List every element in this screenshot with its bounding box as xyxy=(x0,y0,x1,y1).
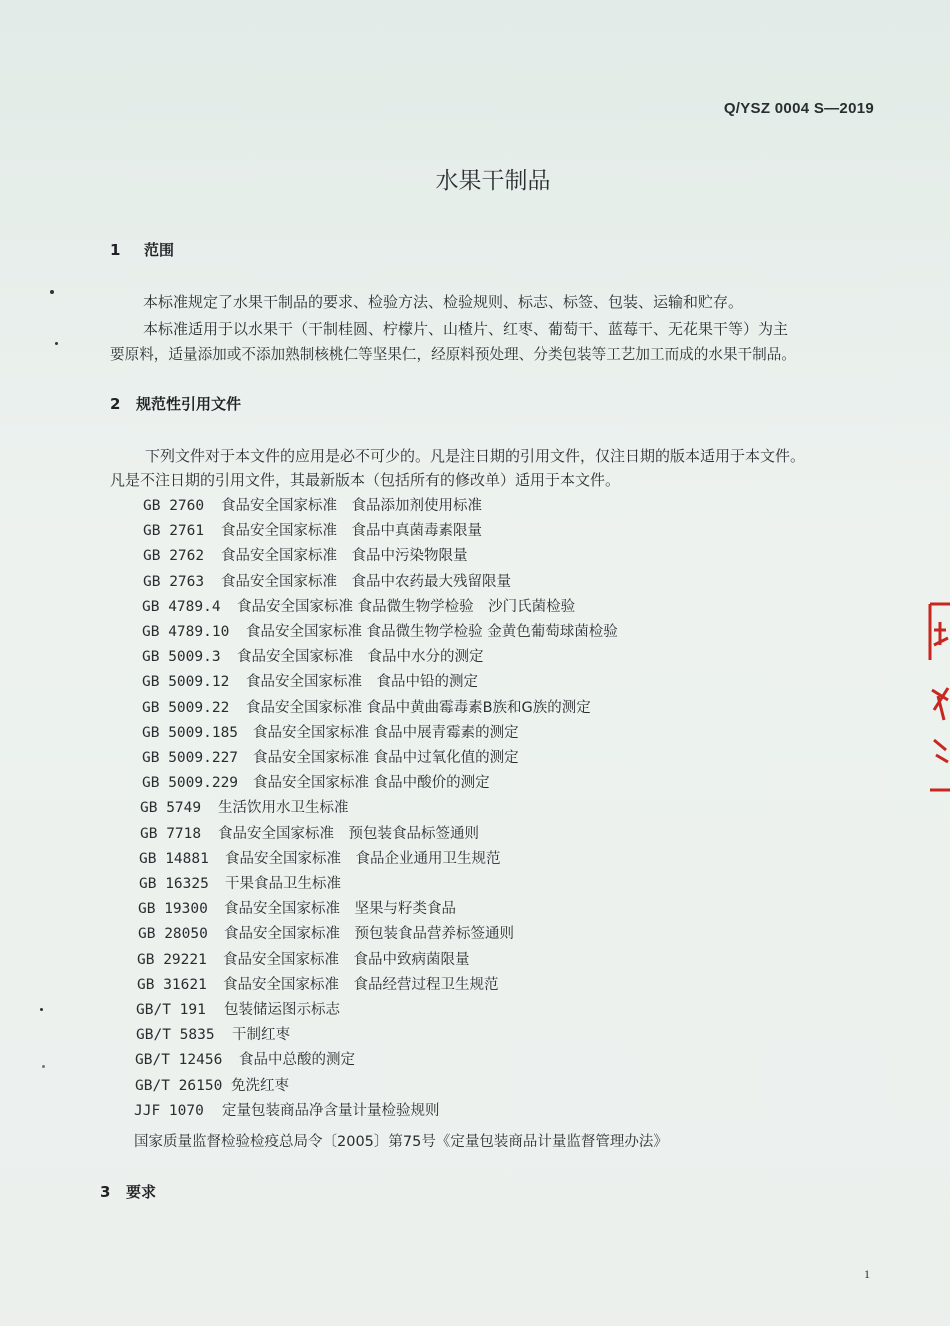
reference-title: 免洗红枣 xyxy=(231,1077,289,1094)
section-number: 1 xyxy=(110,241,121,259)
reference-item xyxy=(139,847,501,868)
reference-title: 食品安全国家标准 食品中过氧化值的测定 xyxy=(253,750,519,766)
reference-title: 食品安全国家标准 食品中黄曲霉毒素B族和G族的测定 xyxy=(246,699,591,716)
reference-code: GB 5009.3 xyxy=(142,649,221,666)
reference-item xyxy=(143,544,468,565)
reference-item xyxy=(138,922,514,943)
reference-item xyxy=(142,670,478,691)
reference-item xyxy=(142,771,490,792)
reference-item xyxy=(136,1023,290,1044)
reference-item xyxy=(143,494,482,515)
scope-paragraph-2-line-1: 本标准适用于以水果干（干制桂圆、柠檬片、山楂片、红枣、葡萄干、蓝莓干、无花果干等）为主 xyxy=(143,320,789,338)
reference-item xyxy=(142,721,519,742)
reference-title: 食品安全国家标准 预包装食品标签通则 xyxy=(218,825,479,842)
reference-code: GB 2763 xyxy=(143,573,205,590)
reference-title: 食品安全国家标准 预包装食品营养标签通则 xyxy=(224,926,514,943)
reference-item xyxy=(140,822,479,843)
section-title: 范围 xyxy=(144,241,175,259)
reference-item xyxy=(142,645,484,666)
references-intro-line-2: 凡是不注日期的引用文件，其最新版本（包括所有的修改单）适用于本文件。 xyxy=(110,471,621,489)
reference-title: 干制红枣 xyxy=(232,1027,290,1044)
reference-title: 干果食品卫生标准 xyxy=(225,876,341,892)
reference-code: GB 16325 xyxy=(139,876,209,892)
reference-code: GB 5009.185 xyxy=(142,724,239,741)
section-heading-references xyxy=(110,393,241,414)
reference-title: 食品安全国家标准 食品微生物学检验 沙门氏菌检验 xyxy=(237,598,576,615)
reference-item xyxy=(139,872,341,893)
scan-speck xyxy=(40,1008,43,1011)
reference-item xyxy=(143,570,511,591)
reference-item xyxy=(143,519,482,540)
scope-paragraph-1: 本标准规定了水果干制品的要求、检验方法、检验规则、标志、标签、包装、运输和贮存。 xyxy=(143,293,744,311)
reference-code: GB/T 12456 xyxy=(135,1052,223,1069)
reference-code: GB 5749 xyxy=(140,800,202,817)
scope-paragraph-2-line-2: 要原料，适量添加或不添加熟制核桃仁等坚果仁，经原料预处理、分类包装等工艺加工而成的水果干制品。 xyxy=(110,346,796,363)
reference-code: GB 2761 xyxy=(143,523,205,540)
reference-code: GB/T 26150 xyxy=(135,1077,223,1094)
reference-title: 食品安全国家标准 食品添加剂使用标准 xyxy=(221,498,482,514)
reference-item xyxy=(134,1099,440,1120)
reference-code: GB 2762 xyxy=(143,548,205,565)
reference-code: GB 5009.229 xyxy=(142,775,239,792)
reference-code: GB 31621 xyxy=(137,976,207,993)
reference-item xyxy=(140,796,349,817)
reference-item xyxy=(142,696,591,717)
document-title: 水果干制品 xyxy=(435,168,551,194)
reference-item xyxy=(136,998,340,1019)
standard-code: Q/YSZ 0004 S—2019 xyxy=(723,100,874,117)
section-heading-requirements xyxy=(100,1181,156,1202)
reference-item xyxy=(142,620,618,641)
reference-code: GB 7718 xyxy=(140,825,202,842)
reference-title: 食品安全国家标准 食品微生物学检验 金黄色葡萄球菌检验 xyxy=(246,624,618,640)
scan-speck xyxy=(50,290,54,294)
reference-code: GB/T 5835 xyxy=(136,1027,215,1044)
reference-item xyxy=(138,897,456,918)
reference-title: 食品安全国家标准 食品企业通用卫生规范 xyxy=(225,850,501,867)
reference-code: JJF 1070 xyxy=(134,1102,204,1119)
reference-title: 食品安全国家标准 食品中铅的测定 xyxy=(246,674,478,691)
reference-code: GB 14881 xyxy=(139,850,209,867)
reference-title: 食品安全国家标准 食品经营过程卫生规范 xyxy=(223,976,499,993)
reference-title: 食品安全国家标准 食品中展青霉素的测定 xyxy=(253,724,519,741)
reference-title: 食品安全国家标准 食品中农药最大残留限量 xyxy=(221,573,511,590)
reference-title: 生活饮用水卫生标准 xyxy=(218,800,349,817)
reference-title: 食品安全国家标准 食品中酸价的测定 xyxy=(253,775,490,792)
reference-item xyxy=(137,973,499,994)
decree-reference: 国家质量监督检验检疫总局令〔2005〕第75号《定量包装商品计量监督管理办法》 xyxy=(134,1134,668,1150)
reference-item xyxy=(142,595,575,616)
reference-code: GB/T 191 xyxy=(136,1002,206,1018)
reference-title: 食品安全国家标准 坚果与籽类食品 xyxy=(224,901,456,918)
reference-code: GB 29221 xyxy=(137,951,207,968)
reference-item xyxy=(135,1048,355,1069)
scan-speck xyxy=(55,342,58,345)
reference-code: GB 5009.12 xyxy=(142,674,230,691)
reference-item xyxy=(142,746,519,767)
reference-title: 食品安全国家标准 食品中污染物限量 xyxy=(221,548,468,565)
reference-item xyxy=(135,1074,289,1095)
section-number: 3 xyxy=(100,1183,111,1201)
references-intro-line-1: 下列文件对于本文件的应用是必不可少的。凡是注日期的引用文件，仅注日期的版本适用于本文件。 xyxy=(145,447,806,465)
scan-speck xyxy=(42,1065,45,1068)
red-seal-stamp xyxy=(924,600,950,800)
reference-code: GB 19300 xyxy=(138,901,208,918)
reference-code: GB 2760 xyxy=(143,498,205,514)
reference-code: GB 4789.10 xyxy=(142,624,230,640)
reference-title: 食品中总酸的测定 xyxy=(239,1052,355,1069)
reference-code: GB 5009.22 xyxy=(142,699,230,716)
section-heading-scope xyxy=(110,239,174,260)
reference-title: 定量包装商品净含量计量检验规则 xyxy=(222,1102,440,1119)
page-number: 1 xyxy=(864,1267,870,1281)
reference-item xyxy=(137,948,470,969)
reference-title: 包装储运图示标志 xyxy=(224,1002,340,1018)
reference-code: GB 4789.4 xyxy=(142,598,221,615)
section-title: 规范性引用文件 xyxy=(136,395,242,413)
section-title: 要求 xyxy=(126,1183,157,1201)
reference-code: GB 5009.227 xyxy=(142,750,239,766)
reference-code: GB 28050 xyxy=(138,926,208,943)
reference-title: 食品安全国家标准 食品中水分的测定 xyxy=(237,649,484,666)
reference-title: 食品安全国家标准 食品中真菌毒素限量 xyxy=(221,523,482,540)
reference-title: 食品安全国家标准 食品中致病菌限量 xyxy=(223,951,470,968)
section-number: 2 xyxy=(110,395,121,413)
